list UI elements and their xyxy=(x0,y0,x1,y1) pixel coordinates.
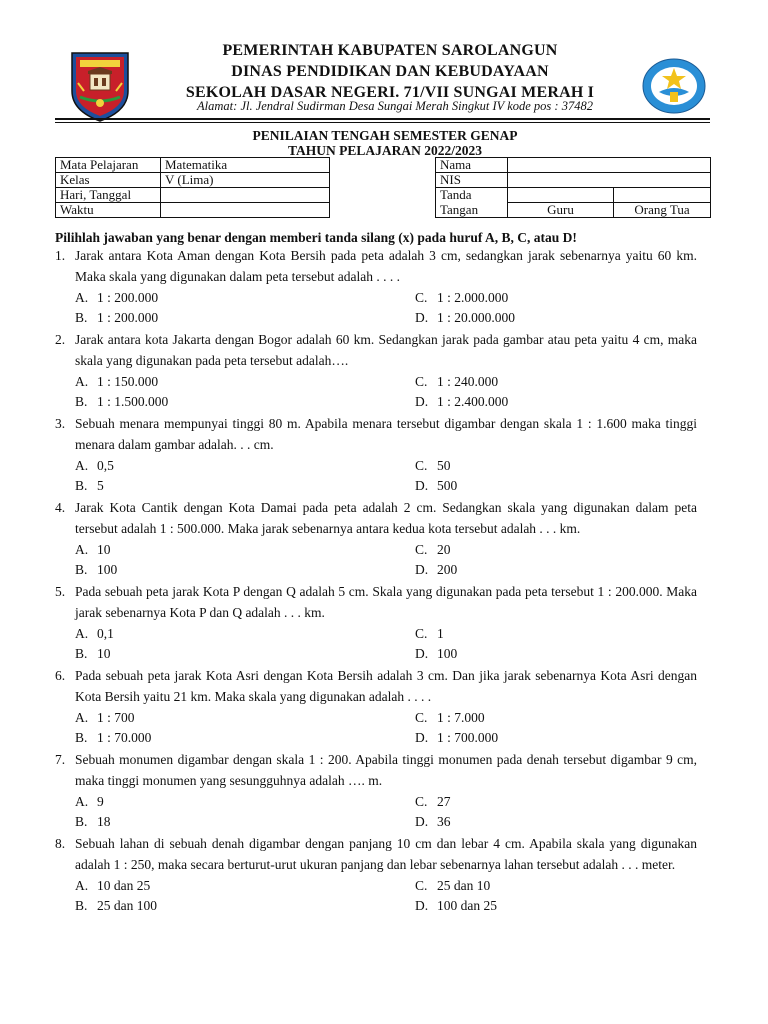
school-address: Alamat: Jl. Jendral Sudirman Desa Sungai Merah Singkut IV kode pos : 37482 xyxy=(197,99,593,113)
option-b[interactable]: B. 10 xyxy=(75,646,111,661)
nama-field[interactable] xyxy=(508,158,711,173)
option-b[interactable]: B. 100 xyxy=(75,562,118,577)
option-d[interactable]: D. 1 : 2.400.000 xyxy=(415,394,509,409)
option-d[interactable]: D. 36 xyxy=(415,814,451,829)
sarolangun-emblem-logo xyxy=(66,47,134,123)
student-info-table xyxy=(435,157,711,218)
table-row xyxy=(56,203,330,218)
question-item xyxy=(55,413,697,497)
option-b[interactable]: B. 1 : 70.000 xyxy=(75,730,152,745)
table-row xyxy=(436,158,711,173)
question-text: Jarak antara kota Jakarta dengan Bogor adalah 60 km. Sedangkan jarak pada gambar atau peta yaitu 4 cm, maka skala yang digunakan pada peta tersebut adalah…. xyxy=(75,332,697,368)
question-text: Pada sebuah peta jarak Kota P dengan Q adalah 5 cm. Skala yang digunakan pada peta tersebut 1 : 200.000. Maka jarak sebenarnya Kota P dan Q adalah . . . km. xyxy=(75,584,697,620)
exam-year: TAHUN PELAJARAN 2022/2023 xyxy=(287,143,482,158)
info-label: Waktu xyxy=(56,203,161,218)
info-label: Kelas xyxy=(56,173,161,188)
table-row xyxy=(436,188,711,203)
info-label: Hari, Tanggal xyxy=(56,188,161,203)
government-name: PEMERINTAH KABUPATEN SAROLANGUN xyxy=(222,42,558,59)
letterhead-rule-thin xyxy=(55,122,710,123)
option-a[interactable]: A. 0,1 xyxy=(75,626,114,641)
guru-signature-field[interactable] xyxy=(508,188,614,203)
subject-info-table xyxy=(55,157,330,218)
question-number: 8. xyxy=(55,836,66,851)
info-value xyxy=(161,188,330,203)
option-a[interactable]: A. 0,5 xyxy=(75,458,114,473)
question-list xyxy=(55,245,697,917)
table-row xyxy=(436,203,711,218)
option-a[interactable]: A. 1 : 150.000 xyxy=(75,374,159,389)
question-text: Jarak antara Kota Aman dengan Kota Bersih pada peta adalah 3 cm, sedangkan jarak sebenarnya yaitu 60 km. Maka skala yang digunakan dalam peta tersebut adalah . . . . xyxy=(75,248,697,284)
question-number: 7. xyxy=(55,752,66,767)
question-text: Sebuah lahan di sebuah denah digambar dengan panjang 10 cm dan lebar 4 cm. Apabila skala yang digunakan adalah 1 : 250, maka secara berturut-urut ukuran panjang dan lebar sebenarnya lahan tersebut adalah . . . meter. xyxy=(75,836,697,872)
option-b[interactable]: B. 1 : 200.000 xyxy=(75,310,159,325)
school-name: SEKOLAH DASAR NEGERI. 71/VII SUNGAI MERAH I xyxy=(185,84,595,101)
question-item xyxy=(55,749,697,833)
table-row xyxy=(56,173,330,188)
answer-options xyxy=(75,875,697,917)
answer-options xyxy=(75,371,697,413)
option-d[interactable]: D. 100 dan 25 xyxy=(415,898,497,913)
question-item xyxy=(55,665,697,749)
option-b[interactable]: B. 18 xyxy=(75,814,111,829)
tut-wuri-handayani-logo xyxy=(641,56,707,116)
department-name: DINAS PENDIDIKAN DAN KEBUDAYAAN xyxy=(231,63,549,80)
exam-title: PENILAIAN TENGAH SEMESTER GENAP xyxy=(252,128,518,143)
question-number: 2. xyxy=(55,332,66,347)
option-c[interactable]: C. 1 : 7.000 xyxy=(415,710,485,725)
option-a[interactable]: A. 9 xyxy=(75,794,104,809)
info-value: V (Lima) xyxy=(161,173,330,188)
question-item xyxy=(55,329,697,413)
tanda-label: Tanda xyxy=(436,188,508,203)
question-number: 3. xyxy=(55,416,66,431)
option-d[interactable]: D. 200 xyxy=(415,562,458,577)
letterhead-rule-thick xyxy=(55,118,710,120)
question-item xyxy=(55,833,697,917)
answer-options xyxy=(75,287,697,329)
tangan-label: Tangan xyxy=(436,203,508,218)
info-label: Mata Pelajaran xyxy=(56,158,161,173)
option-c[interactable]: C. 1 : 240.000 xyxy=(415,374,499,389)
option-c[interactable]: C. 27 xyxy=(415,794,451,809)
nis-field[interactable] xyxy=(508,173,711,188)
option-c[interactable]: C. 50 xyxy=(415,458,451,473)
question-item xyxy=(55,581,697,665)
answer-options xyxy=(75,707,697,749)
option-d[interactable]: D. 500 xyxy=(415,478,458,493)
option-d[interactable]: D. 100 xyxy=(415,646,458,661)
nis-label: NIS xyxy=(436,173,508,188)
option-c[interactable]: C. 1 : 2.000.000 xyxy=(415,290,509,305)
question-number: 6. xyxy=(55,668,66,683)
answer-options xyxy=(75,455,697,497)
info-value xyxy=(161,203,330,218)
answer-options xyxy=(75,791,697,833)
option-b[interactable]: B. 5 xyxy=(75,478,104,493)
option-d[interactable]: D. 1 : 700.000 xyxy=(415,730,499,745)
option-c[interactable]: C. 20 xyxy=(415,542,451,557)
exam-title-block xyxy=(180,128,590,158)
letterhead xyxy=(150,40,630,103)
instruction-text: Pilihlah jawaban yang benar dengan memberi tanda silang (x) pada huruf A, B, C, atau D! xyxy=(55,230,577,245)
question-text: Jarak Kota Cantik dengan Kota Damai pada peta adalah 2 cm. Sedangkan skala yang digunakan dalam peta tersebut adalah 1 : 500.000. Maka jarak sebenarnya antara kedua kota tersebut adalah . . . km. xyxy=(75,500,697,536)
option-a[interactable]: A. 1 : 200.000 xyxy=(75,290,159,305)
nama-label: Nama xyxy=(436,158,508,173)
option-d[interactable]: D. 1 : 20.000.000 xyxy=(415,310,516,325)
question-item xyxy=(55,497,697,581)
guru-label: Guru xyxy=(508,203,614,218)
table-row xyxy=(436,173,711,188)
question-number: 1. xyxy=(55,248,66,263)
question-text: Sebuah menara mempunyai tinggi 80 m. Apabila menara tersebut digambar dengan skala 1 : 1.600 maka tinggi menara dalam gambar adalah. . . cm. xyxy=(75,416,697,452)
option-a[interactable]: A. 10 dan 25 xyxy=(75,878,151,893)
option-c[interactable]: C. 1 xyxy=(415,626,444,641)
info-value: Matematika xyxy=(161,158,330,173)
question-text: Pada sebuah peta jarak Kota Asri dengan Kota Bersih adalah 3 cm. Dan jika jarak sebenarnya Kota Asri dengan Kota Bersih yaitu 21 km. Maka skala yang digunakan adalah . . . . xyxy=(75,668,697,704)
parent-signature-field[interactable] xyxy=(614,188,711,203)
table-row xyxy=(56,158,330,173)
question-text: Sebuah monumen digambar dengan skala 1 : 200. Apabila tinggi monumen pada denah tersebut digambar 9 cm, maka tinggi monumen yang sesungguhnya adalah …. m. xyxy=(75,752,697,788)
question-number: 5. xyxy=(55,584,66,599)
option-a[interactable]: A. 1 : 700 xyxy=(75,710,135,725)
answer-options xyxy=(75,623,697,665)
option-c[interactable]: C. 25 dan 10 xyxy=(415,878,491,893)
option-a[interactable]: A. 10 xyxy=(75,542,111,557)
option-b[interactable]: B. 1 : 1.500.000 xyxy=(75,394,169,409)
question-item xyxy=(55,245,697,329)
answer-options xyxy=(75,539,697,581)
option-b[interactable]: B. 25 dan 100 xyxy=(75,898,157,913)
table-row xyxy=(56,188,330,203)
question-number: 4. xyxy=(55,500,66,515)
orang-tua-label: Orang Tua xyxy=(614,203,711,218)
